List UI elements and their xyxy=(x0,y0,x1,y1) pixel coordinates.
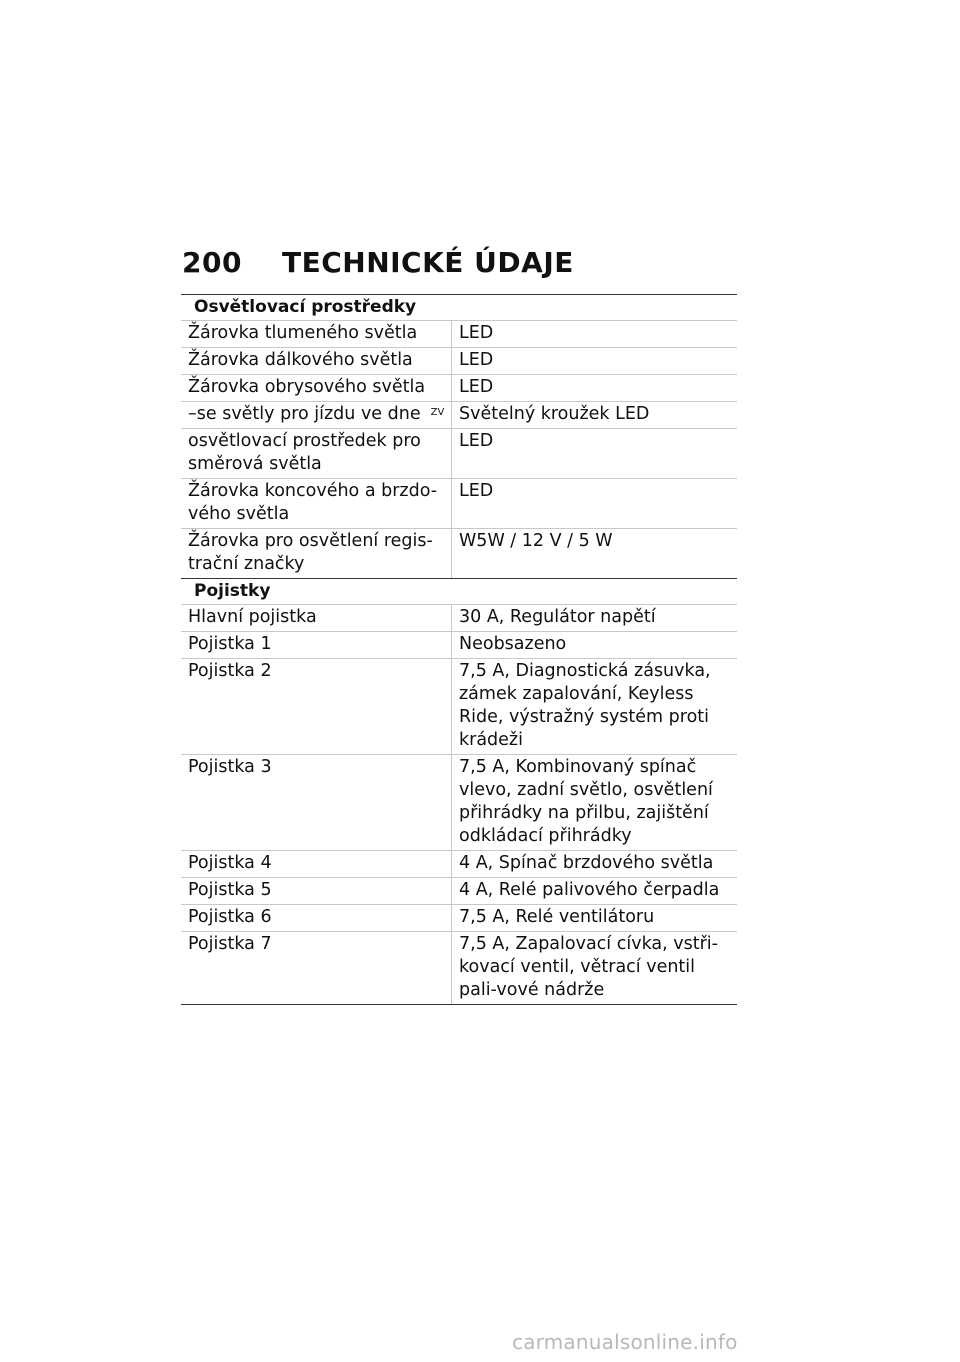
row-label: –se světly pro jízdu ve dne xyxy=(188,404,421,424)
row-label: Žárovka pro osvětlení regis-trační značky xyxy=(181,529,452,578)
page-title: TECHNICKÉ ÚDAJE xyxy=(282,246,574,279)
table-row xyxy=(181,375,737,402)
table-row xyxy=(181,905,737,932)
row-label: Žárovka tlumeného světla xyxy=(181,321,452,347)
table-row xyxy=(181,755,737,851)
row-label: Žárovka koncového a brzdo-vého světla xyxy=(181,479,452,528)
row-label: osvětlovací prostředek pro směrová světla xyxy=(181,429,452,478)
row-value: W5W / 12 V / 5 W xyxy=(459,531,613,551)
page-header xyxy=(182,246,574,279)
row-label: Pojistka 2 xyxy=(181,659,452,754)
table-row xyxy=(181,878,737,905)
table-row xyxy=(181,659,737,755)
table-row xyxy=(181,932,737,1005)
page-number: 200 xyxy=(182,246,242,279)
row-value: 30 A, Regulátor napětí xyxy=(459,607,656,627)
row-label: Pojistka 5 xyxy=(181,878,452,904)
table-row xyxy=(181,321,737,348)
row-label: Žárovka obrysového světla xyxy=(181,375,452,401)
row-label: Pojistka 3 xyxy=(181,755,452,850)
row-value: 7,5 A, Kombinovaný spínač vlevo, zadní světlo, osvětlení přihrádky na přilbu, zajištění odkládací přihrádky xyxy=(459,757,713,846)
table-row xyxy=(181,605,737,632)
row-value: 7,5 A, Relé ventilátoru xyxy=(459,907,655,927)
row-value: LED xyxy=(459,481,494,501)
spec-table xyxy=(181,294,737,1005)
table-row xyxy=(181,429,737,479)
row-value: Neobsazeno xyxy=(459,634,567,654)
table-row xyxy=(181,851,737,878)
footnote-marker: ZV xyxy=(430,407,445,418)
fuses-section xyxy=(181,579,737,1005)
row-value: 7,5 A, Zapalovací cívka, vstři-kovací ventil, větrací ventil pali-vové nádrže xyxy=(459,934,718,1000)
table-row xyxy=(181,632,737,659)
section-title: Pojistky xyxy=(181,579,737,605)
row-label: Pojistka 4 xyxy=(181,851,452,877)
row-label: Pojistka 6 xyxy=(181,905,452,931)
section-title: Osvětlovací prostředky xyxy=(181,294,737,321)
row-label: Hlavní pojistka xyxy=(181,605,452,631)
row-label: Žárovka dálkového světla xyxy=(181,348,452,374)
table-row xyxy=(181,402,737,429)
row-value: LED xyxy=(459,350,494,370)
row-value: Světelný kroužek LED xyxy=(459,404,650,424)
row-value: 7,5 A, Diagnostická zásuvka, zámek zapalování, Keyless Ride, výstražný systém proti krádeži xyxy=(459,661,711,750)
watermark[interactable]: carmanualsonline.info xyxy=(512,1330,738,1354)
row-label: Pojistka 1 xyxy=(181,632,452,658)
row-value: 4 A, Spínač brzdového světla xyxy=(459,853,714,873)
row-label-cell xyxy=(181,402,452,428)
table-row xyxy=(181,348,737,375)
table-row xyxy=(181,529,737,579)
table-row xyxy=(181,479,737,529)
row-value: LED xyxy=(459,377,494,397)
row-value: LED xyxy=(459,323,494,343)
row-label: Pojistka 7 xyxy=(181,932,452,1004)
lighting-section xyxy=(181,294,737,579)
row-value: LED xyxy=(459,431,494,451)
row-value: 4 A, Relé palivového čerpadla xyxy=(459,880,720,900)
